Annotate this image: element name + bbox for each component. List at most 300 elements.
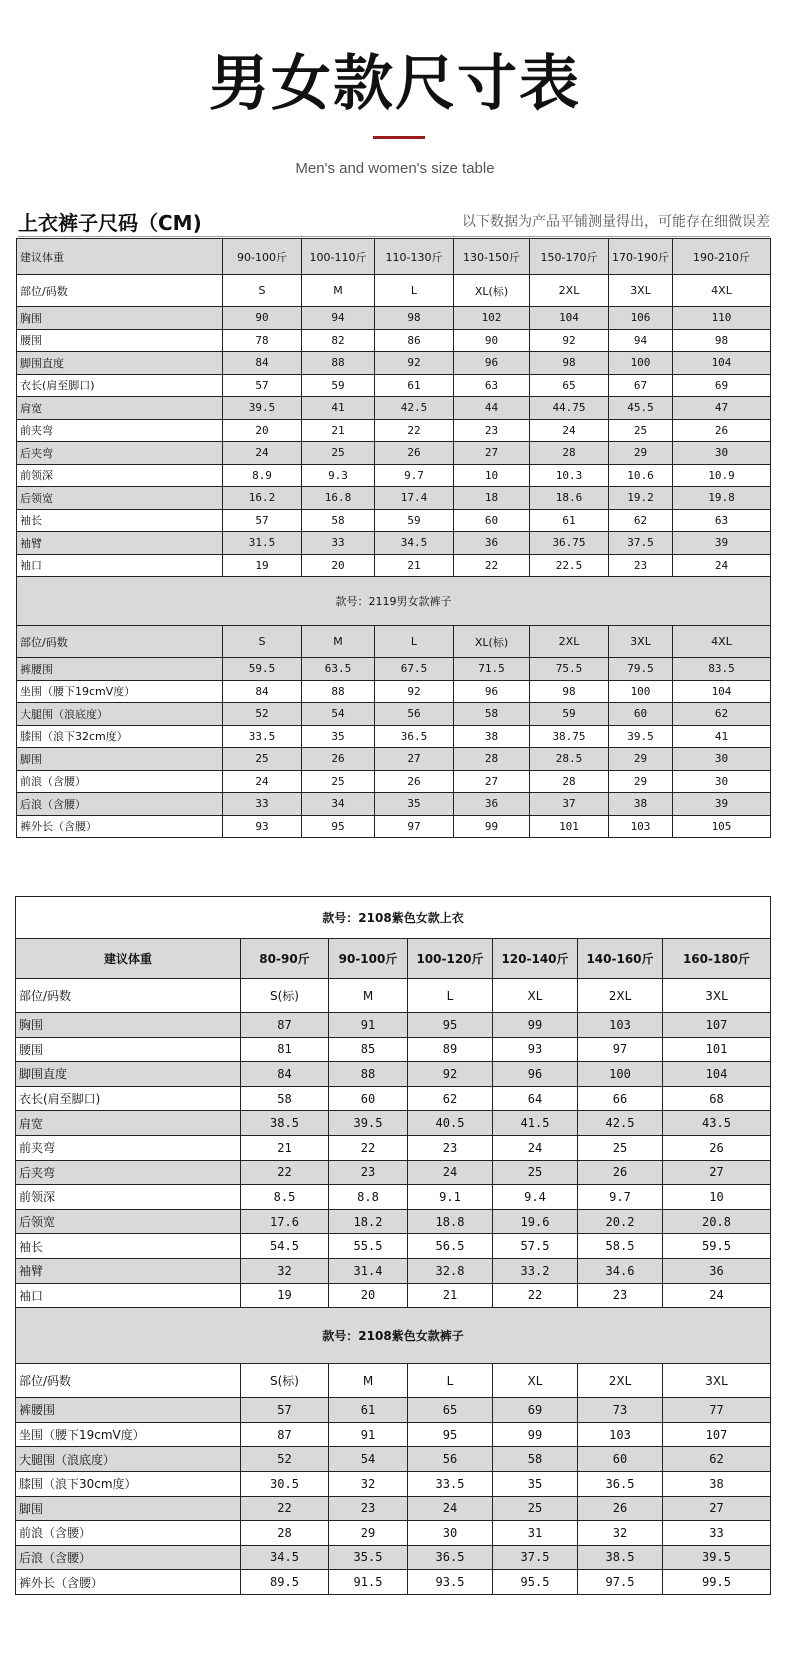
value-cell: 106: [609, 307, 673, 330]
row-label: 胸围: [16, 1013, 241, 1038]
row-label: 肩宽: [16, 1111, 241, 1136]
pants-title-row: [16, 1308, 771, 1364]
value-cell: 24: [673, 554, 771, 577]
value-cell: 79.5: [609, 658, 673, 681]
value-cell: 22.5: [530, 554, 609, 577]
value-cell: 23: [408, 1135, 493, 1160]
pants-title-row: [17, 577, 771, 626]
row-label: 袖口: [17, 554, 223, 577]
row-label: 建议体重: [16, 939, 241, 979]
weight-cell: 90-100斤: [223, 239, 302, 275]
value-cell: 59.5: [663, 1234, 771, 1259]
value-cell: 107: [663, 1013, 771, 1038]
value-cell: 59: [375, 509, 454, 532]
value-cell: 63.5: [302, 658, 375, 681]
row-label: 前浪（含腰）: [17, 770, 223, 793]
value-cell: 41: [302, 397, 375, 420]
value-cell: 26: [663, 1135, 771, 1160]
row-label: 衣长(肩至脚口): [16, 1086, 241, 1111]
size-cell: 3XL: [663, 979, 771, 1013]
value-cell: 95: [408, 1422, 493, 1447]
size-cell: XL: [493, 1364, 578, 1398]
value-cell: 58: [493, 1447, 578, 1472]
value-cell: 22: [493, 1283, 578, 1308]
table-row: [17, 307, 771, 330]
row-label: 脚围: [16, 1496, 241, 1521]
size-cell: L: [408, 1364, 493, 1398]
value-cell: 61: [530, 509, 609, 532]
value-cell: 37: [530, 793, 609, 816]
table-row: [16, 1258, 771, 1283]
row-label: 裤腰围: [16, 1398, 241, 1423]
size-cell: 4XL: [673, 626, 771, 658]
value-cell: 95.5: [493, 1570, 578, 1595]
value-cell: 28: [530, 770, 609, 793]
value-cell: 63: [673, 509, 771, 532]
value-cell: 64: [493, 1086, 578, 1111]
row-label: 部位/码数: [17, 275, 223, 307]
women-size-table: [15, 896, 771, 1595]
value-cell: 61: [329, 1398, 408, 1423]
value-cell: 38: [663, 1471, 771, 1496]
value-cell: 92: [530, 329, 609, 352]
table-row: [17, 329, 771, 352]
row-label: 袖臂: [17, 532, 223, 555]
value-cell: 66: [578, 1086, 663, 1111]
value-cell: 62: [673, 703, 771, 726]
weight-cell: 100-120斤: [408, 939, 493, 979]
value-cell: 35.5: [329, 1545, 408, 1570]
value-cell: 88: [302, 352, 375, 375]
value-cell: 88: [329, 1062, 408, 1087]
value-cell: 32: [329, 1471, 408, 1496]
value-cell: 33.5: [408, 1471, 493, 1496]
row-label: 袖臂: [16, 1258, 241, 1283]
row-label: 肩宽: [17, 397, 223, 420]
value-cell: 27: [454, 442, 530, 465]
value-cell: 24: [408, 1496, 493, 1521]
value-cell: 28.5: [530, 748, 609, 771]
value-cell: 41.5: [493, 1111, 578, 1136]
value-cell: 27: [663, 1160, 771, 1185]
value-cell: 99: [493, 1422, 578, 1447]
value-cell: 33: [663, 1521, 771, 1546]
value-cell: 17.6: [241, 1209, 329, 1234]
value-cell: 9.4: [493, 1185, 578, 1210]
value-cell: 92: [375, 352, 454, 375]
value-cell: 91: [329, 1013, 408, 1038]
value-cell: 60: [609, 703, 673, 726]
value-cell: 8.8: [329, 1185, 408, 1210]
value-cell: 28: [454, 748, 530, 771]
table-row: [17, 815, 771, 838]
value-cell: 65: [408, 1398, 493, 1423]
value-cell: 58: [302, 509, 375, 532]
value-cell: 25: [302, 770, 375, 793]
row-label: 袖长: [17, 509, 223, 532]
value-cell: 24: [223, 442, 302, 465]
value-cell: 104: [530, 307, 609, 330]
size-cell: M: [329, 1364, 408, 1398]
value-cell: 19.8: [673, 487, 771, 510]
value-cell: 39.5: [663, 1545, 771, 1570]
size-cell: XL: [493, 979, 578, 1013]
value-cell: 52: [223, 703, 302, 726]
value-cell: 54: [302, 703, 375, 726]
value-cell: 29: [609, 748, 673, 771]
row-label: 腰围: [16, 1037, 241, 1062]
value-cell: 26: [673, 419, 771, 442]
value-cell: 23: [329, 1496, 408, 1521]
value-cell: 26: [302, 748, 375, 771]
value-cell: 29: [609, 442, 673, 465]
size-cell: 2XL: [578, 979, 663, 1013]
value-cell: 26: [375, 770, 454, 793]
value-cell: 71.5: [454, 658, 530, 681]
value-cell: 86: [375, 329, 454, 352]
row-label: 前领深: [17, 464, 223, 487]
value-cell: 103: [578, 1422, 663, 1447]
value-cell: 65: [530, 374, 609, 397]
table-row: [17, 352, 771, 375]
row-label: 膝围（浪下30cm度）: [16, 1471, 241, 1496]
value-cell: 22: [329, 1135, 408, 1160]
value-cell: 24: [493, 1135, 578, 1160]
size-header-row: [16, 979, 771, 1013]
weight-cell: 80-90斤: [241, 939, 329, 979]
value-cell: 68: [663, 1086, 771, 1111]
value-cell: 20: [329, 1283, 408, 1308]
table-row: [17, 419, 771, 442]
value-cell: 58: [241, 1086, 329, 1111]
row-label: 前夹弯: [17, 419, 223, 442]
value-cell: 35: [493, 1471, 578, 1496]
value-cell: 40.5: [408, 1111, 493, 1136]
value-cell: 20.2: [578, 1209, 663, 1234]
value-cell: 26: [375, 442, 454, 465]
value-cell: 69: [673, 374, 771, 397]
value-cell: 97: [375, 815, 454, 838]
value-cell: 60: [454, 509, 530, 532]
size-cell: M: [302, 275, 375, 307]
table-row: [17, 464, 771, 487]
value-cell: 44.75: [530, 397, 609, 420]
value-cell: 29: [609, 770, 673, 793]
value-cell: 84: [223, 352, 302, 375]
row-label: 建议体重: [17, 239, 223, 275]
value-cell: 9.7: [578, 1185, 663, 1210]
weight-cell: 160-180斤: [663, 939, 771, 979]
table-row: [16, 1521, 771, 1546]
value-cell: 38.5: [241, 1111, 329, 1136]
section-heading: 上衣裤子尺码（CM): [18, 211, 202, 235]
value-cell: 26: [578, 1496, 663, 1521]
table-row: [16, 1160, 771, 1185]
value-cell: 97: [578, 1037, 663, 1062]
value-cell: 110: [673, 307, 771, 330]
value-cell: 9.1: [408, 1185, 493, 1210]
value-cell: 38.75: [530, 725, 609, 748]
table-row: [17, 487, 771, 510]
value-cell: 67.5: [375, 658, 454, 681]
value-cell: 34.5: [241, 1545, 329, 1570]
row-label: 衣长(肩至脚口): [17, 374, 223, 397]
title-underline: [373, 136, 425, 139]
value-cell: 95: [302, 815, 375, 838]
row-label: 前浪（含腰）: [16, 1521, 241, 1546]
row-label: 胸围: [17, 307, 223, 330]
value-cell: 104: [673, 352, 771, 375]
value-cell: 19.2: [609, 487, 673, 510]
table-row: [16, 1037, 771, 1062]
value-cell: 25: [302, 442, 375, 465]
value-cell: 97.5: [578, 1570, 663, 1595]
value-cell: 37.5: [609, 532, 673, 555]
value-cell: 92: [375, 680, 454, 703]
value-cell: 100: [609, 680, 673, 703]
value-cell: 18.2: [329, 1209, 408, 1234]
value-cell: 24: [530, 419, 609, 442]
row-label: 袖长: [16, 1234, 241, 1259]
table-row: [17, 703, 771, 726]
table-row: [17, 442, 771, 465]
row-label: 部位/码数: [16, 1364, 241, 1398]
size-cell: 3XL: [609, 626, 673, 658]
value-cell: 100: [609, 352, 673, 375]
table-row: [17, 554, 771, 577]
value-cell: 62: [663, 1447, 771, 1472]
row-label: 部位/码数: [17, 626, 223, 658]
value-cell: 99: [493, 1013, 578, 1038]
value-cell: 57.5: [493, 1234, 578, 1259]
value-cell: 36.5: [578, 1471, 663, 1496]
value-cell: 36.5: [375, 725, 454, 748]
value-cell: 21: [375, 554, 454, 577]
value-cell: 87: [241, 1422, 329, 1447]
value-cell: 21: [408, 1283, 493, 1308]
table-row: [16, 1234, 771, 1259]
value-cell: 19: [241, 1283, 329, 1308]
value-cell: 10: [454, 464, 530, 487]
value-cell: 78: [223, 329, 302, 352]
value-cell: 90: [454, 329, 530, 352]
value-cell: 16.8: [302, 487, 375, 510]
row-label: 裤外长（含腰）: [17, 815, 223, 838]
value-cell: 91.5: [329, 1570, 408, 1595]
value-cell: 32: [241, 1258, 329, 1283]
value-cell: 25: [493, 1160, 578, 1185]
size-cell: M: [329, 979, 408, 1013]
value-cell: 21: [302, 419, 375, 442]
weight-cell: 100-110斤: [302, 239, 375, 275]
weight-cell: 150-170斤: [530, 239, 609, 275]
table-row: [16, 1471, 771, 1496]
value-cell: 9.7: [375, 464, 454, 487]
value-cell: 99: [454, 815, 530, 838]
value-cell: 98: [673, 329, 771, 352]
row-label: 后领宽: [17, 487, 223, 510]
value-cell: 27: [375, 748, 454, 771]
value-cell: 10.9: [673, 464, 771, 487]
value-cell: 20: [302, 554, 375, 577]
table-row: [17, 374, 771, 397]
size-cell: S: [223, 275, 302, 307]
value-cell: 39: [673, 532, 771, 555]
value-cell: 93.5: [408, 1570, 493, 1595]
table-row: [16, 1545, 771, 1570]
table-row: [16, 1062, 771, 1087]
weight-cell: 110-130斤: [375, 239, 454, 275]
table-row: [16, 1398, 771, 1423]
value-cell: 28: [530, 442, 609, 465]
value-cell: 39.5: [609, 725, 673, 748]
row-label: 后浪（含腰）: [16, 1545, 241, 1570]
value-cell: 25: [609, 419, 673, 442]
page-title: 男女款尺寸表: [209, 49, 581, 119]
value-cell: 95: [408, 1013, 493, 1038]
value-cell: 52: [241, 1447, 329, 1472]
value-cell: 56: [375, 703, 454, 726]
size-cell: 3XL: [609, 275, 673, 307]
row-label: 前领深: [16, 1185, 241, 1210]
value-cell: 103: [578, 1013, 663, 1038]
row-label: 脚围直度: [16, 1062, 241, 1087]
value-cell: 87: [241, 1013, 329, 1038]
row-label: 后夹弯: [17, 442, 223, 465]
value-cell: 25: [223, 748, 302, 771]
table-row: [17, 725, 771, 748]
row-label: 腰围: [17, 329, 223, 352]
value-cell: 90: [223, 307, 302, 330]
row-label: 后夹弯: [16, 1160, 241, 1185]
value-cell: 96: [493, 1062, 578, 1087]
value-cell: 23: [609, 554, 673, 577]
value-cell: 83.5: [673, 658, 771, 681]
value-cell: 38: [454, 725, 530, 748]
row-label: 部位/码数: [16, 979, 241, 1013]
row-label: 裤腰围: [17, 658, 223, 681]
value-cell: 44: [454, 397, 530, 420]
value-cell: 30: [408, 1521, 493, 1546]
value-cell: 107: [663, 1422, 771, 1447]
value-cell: 96: [454, 680, 530, 703]
value-cell: 22: [241, 1160, 329, 1185]
value-cell: 24: [223, 770, 302, 793]
value-cell: 69: [493, 1398, 578, 1423]
value-cell: 29: [329, 1521, 408, 1546]
table-row: [16, 1496, 771, 1521]
value-cell: 26: [578, 1160, 663, 1185]
value-cell: 8.9: [223, 464, 302, 487]
size-cell: 4XL: [673, 275, 771, 307]
value-cell: 30: [673, 442, 771, 465]
value-cell: 98: [375, 307, 454, 330]
row-label: 前夹弯: [16, 1135, 241, 1160]
value-cell: 103: [609, 815, 673, 838]
table-row: [17, 532, 771, 555]
size-cell: M: [302, 626, 375, 658]
table-row: [16, 1135, 771, 1160]
value-cell: 22: [375, 419, 454, 442]
weight-header-row: [17, 239, 771, 275]
value-cell: 39.5: [329, 1111, 408, 1136]
value-cell: 91: [329, 1422, 408, 1447]
value-cell: 25: [578, 1135, 663, 1160]
value-cell: 24: [663, 1283, 771, 1308]
value-cell: 62: [408, 1086, 493, 1111]
weight-header-row: [16, 939, 771, 979]
value-cell: 33: [223, 793, 302, 816]
size-cell: S(标): [241, 1364, 329, 1398]
value-cell: 59: [302, 374, 375, 397]
size-cell: L: [375, 275, 454, 307]
value-cell: 32.8: [408, 1258, 493, 1283]
value-cell: 62: [609, 509, 673, 532]
value-cell: 34: [302, 793, 375, 816]
value-cell: 56.5: [408, 1234, 493, 1259]
value-cell: 57: [223, 509, 302, 532]
size-cell: XL(标): [454, 275, 530, 307]
pants-title: 款号：2108紫色女款裤子: [16, 1308, 771, 1364]
value-cell: 101: [530, 815, 609, 838]
value-cell: 89.5: [241, 1570, 329, 1595]
row-label: 坐围（腰下19cmV度）: [16, 1422, 241, 1447]
value-cell: 20: [223, 419, 302, 442]
value-cell: 31.5: [223, 532, 302, 555]
table-row: [17, 658, 771, 681]
size-cell: XL(标): [454, 626, 530, 658]
value-cell: 36: [454, 793, 530, 816]
pants-size-header-row: [16, 1364, 771, 1398]
table-row: [16, 1185, 771, 1210]
value-cell: 94: [302, 307, 375, 330]
value-cell: 93: [223, 815, 302, 838]
value-cell: 82: [302, 329, 375, 352]
value-cell: 39: [673, 793, 771, 816]
value-cell: 55.5: [329, 1234, 408, 1259]
value-cell: 23: [578, 1283, 663, 1308]
value-cell: 60: [578, 1447, 663, 1472]
value-cell: 75.5: [530, 658, 609, 681]
value-cell: 33: [302, 532, 375, 555]
value-cell: 43.5: [663, 1111, 771, 1136]
value-cell: 17.4: [375, 487, 454, 510]
pants-size-header-row: [17, 626, 771, 658]
value-cell: 38: [609, 793, 673, 816]
value-cell: 41: [673, 725, 771, 748]
value-cell: 30: [673, 748, 771, 771]
value-cell: 98: [530, 680, 609, 703]
value-cell: 84: [223, 680, 302, 703]
row-label: 袖口: [16, 1283, 241, 1308]
size-cell: 2XL: [578, 1364, 663, 1398]
table-row: [17, 680, 771, 703]
value-cell: 85: [329, 1037, 408, 1062]
value-cell: 19.6: [493, 1209, 578, 1234]
value-cell: 100: [578, 1062, 663, 1087]
value-cell: 30.5: [241, 1471, 329, 1496]
value-cell: 36.5: [408, 1545, 493, 1570]
top-title-row: [16, 897, 771, 939]
value-cell: 47: [673, 397, 771, 420]
value-cell: 81: [241, 1037, 329, 1062]
value-cell: 33.2: [493, 1258, 578, 1283]
value-cell: 67: [609, 374, 673, 397]
table-row: [16, 1283, 771, 1308]
size-cell: 3XL: [663, 1364, 771, 1398]
value-cell: 92: [408, 1062, 493, 1087]
size-cell: S(标): [241, 979, 329, 1013]
